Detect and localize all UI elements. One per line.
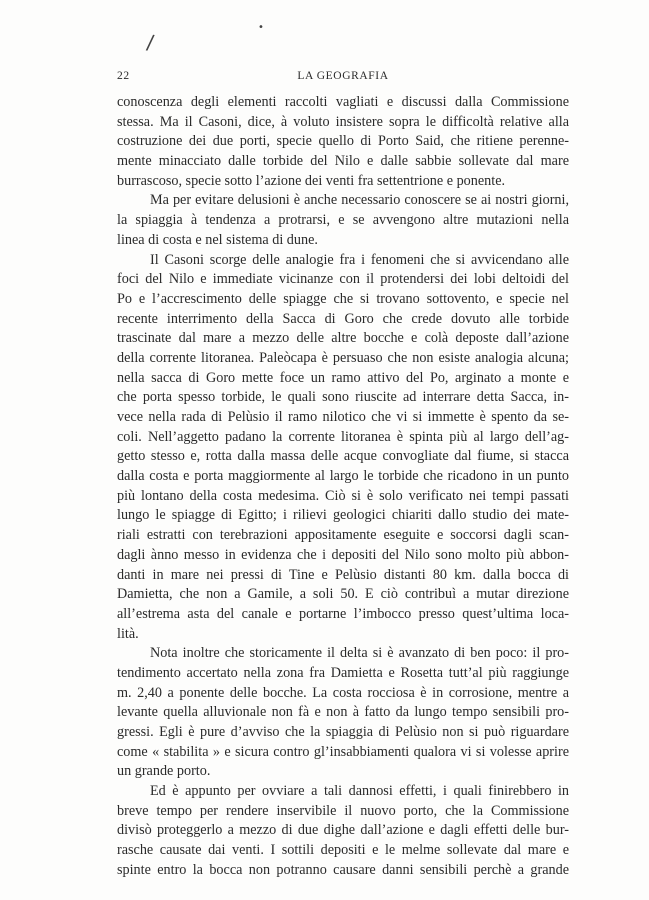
text-line: Il Casoni scorge delle analogie fra i fenomeni che si avvicendano alle (150, 251, 569, 268)
text-line: Ma per evitare delusioni è anche necessario conoscere se ai nostri giorni, (150, 192, 569, 209)
text-line: trascinate dal mare a mezzo delle altre bocche e colà deposte dall’azione (117, 330, 569, 347)
text-line: linea di costa e nel sistema di dune. (117, 231, 318, 248)
text-line: dalla costa e porta maggiormente al largo le torbide che ricadono in un punto (117, 468, 569, 485)
text-line: danti in mare nei pressi di Tine e Pelùsio distanti 80 km. dalla bocca di (117, 566, 569, 583)
text-line: recente interrimento della Sacca di Goro che crede dovuto alle torbide (117, 310, 569, 327)
text-line: Ed è appunto per ovviare a tali dannosi effetti, i quali finirebbero in (150, 783, 569, 800)
text-line: nella sacca di Goro mette foce un ramo attivo del Po, arginato a monte e (117, 369, 569, 386)
text-line: levante quella alluvionale non fà e non à fatto da lungo tempo sensibili pro- (117, 704, 569, 721)
text-line: lità. (117, 625, 139, 642)
text-line: Damietta, che non a Gamile, a soli 50. E ciò contribuì a mutar direzione (117, 586, 569, 603)
body-text (117, 93, 569, 881)
running-title: LA GEOGRAFIA (297, 70, 389, 82)
text-line: costruzione dei due porti, specie quello di Porto Said, che ritiene perenne- (117, 133, 569, 150)
text-line: più lontano della costa medesima. Ciò si è solo verificato nei tempi passati (117, 487, 569, 504)
page-number: 22 (117, 70, 130, 82)
scan-mark-slash: / (145, 29, 156, 55)
text-line: Po e l’accrescimento delle spiagge che si trovano sottovento, e specie nel (117, 290, 569, 307)
text-line: riali estratti con terebrazioni appositamente eseguite e soccorsi dagli scan- (117, 527, 569, 544)
text-line: foci del Nilo e immediate vicinanze con il protendersi dei lobi deltoidi del (117, 271, 569, 288)
text-line: all’estrema asta del canale e portarne l’imbocco presso quest’ultima loca- (117, 605, 569, 622)
text-line: tendimento accertato nella zona fra Damietta e Rosetta tutt’al più raggiunge (117, 664, 569, 681)
page-header (117, 70, 569, 86)
text-line: Nota inoltre che storicamente il delta si è avanzato di ben poco: il pro- (150, 645, 569, 662)
text-line: m. 2,40 a ponente delle bocche. La costa rocciosa è in corrosione, mentre a (117, 684, 569, 701)
text-line: un grande porto. (117, 763, 211, 780)
text-line: dagli ànno messo in evidenza che i depositi del Nilo sono molto più abbon- (117, 546, 569, 563)
text-line: della corrente litoranea. Paleòcapa è persuaso che non esiste analogia alcuna; (117, 349, 569, 366)
text-line: coli. Nell’aggetto padano la corrente litoranea è spinta più al largo dell’ag- (117, 428, 569, 445)
text-line: vece nella rada di Pelùsio il ramo nilotico che vi si immette è spento da se- (117, 409, 569, 425)
text-line: la spiaggia à tendenza a protrarsi, e se avvengono altre mutazioni nella (117, 212, 569, 229)
text-line: stessa. Ma il Casoni, dice, à voluto insistere sopra le difficoltà relative alla (117, 113, 569, 130)
text-line: lungo le spiagge di Egitto; i rilievi geologici chiariti dallo studio dei mate- (117, 507, 569, 524)
text-line: rasche causate dai venti. I sottili depositi e le melme sollevate dal mare e (117, 842, 569, 859)
text-line: mente minacciato dalle torbide del Nilo e dalle sabbie sollevate dal mare (117, 153, 569, 170)
text-line: gressi. Egli è pure d’avviso che la spiaggia di Pelùsio non si può riguardare (117, 724, 569, 740)
text-line: breve tempo per rendere inservibile il nuovo porto, che la Commissione (117, 802, 569, 819)
text-line: spinte entro la bocca non potranno causare danni sensibili perchè a grande (117, 861, 569, 878)
text-line: getto stesso e, rotta dalla massa delle acque convogliate dal fiume, si stacca (117, 448, 569, 465)
text-line: divisò proteggerlo a mezzo di due dighe dall’azione e dagli effetti delle bur- (117, 822, 569, 839)
text-line: conoscenza degli elementi raccolti vagliati e discussi dalla Commissione (117, 94, 569, 110)
scan-mark-dot: • (258, 22, 264, 33)
text-line: che porta spesso torbide, le quali sono riuscite ad interrare detta Sacca, in- (117, 389, 569, 406)
text-line: come « stabilita » e sicura contro gl’insabbiamenti qualora vi si volesse aprire (117, 743, 569, 760)
text-line: burrascoso, specie sotto l’azione dei venti fra settentrione e ponente. (117, 172, 506, 189)
